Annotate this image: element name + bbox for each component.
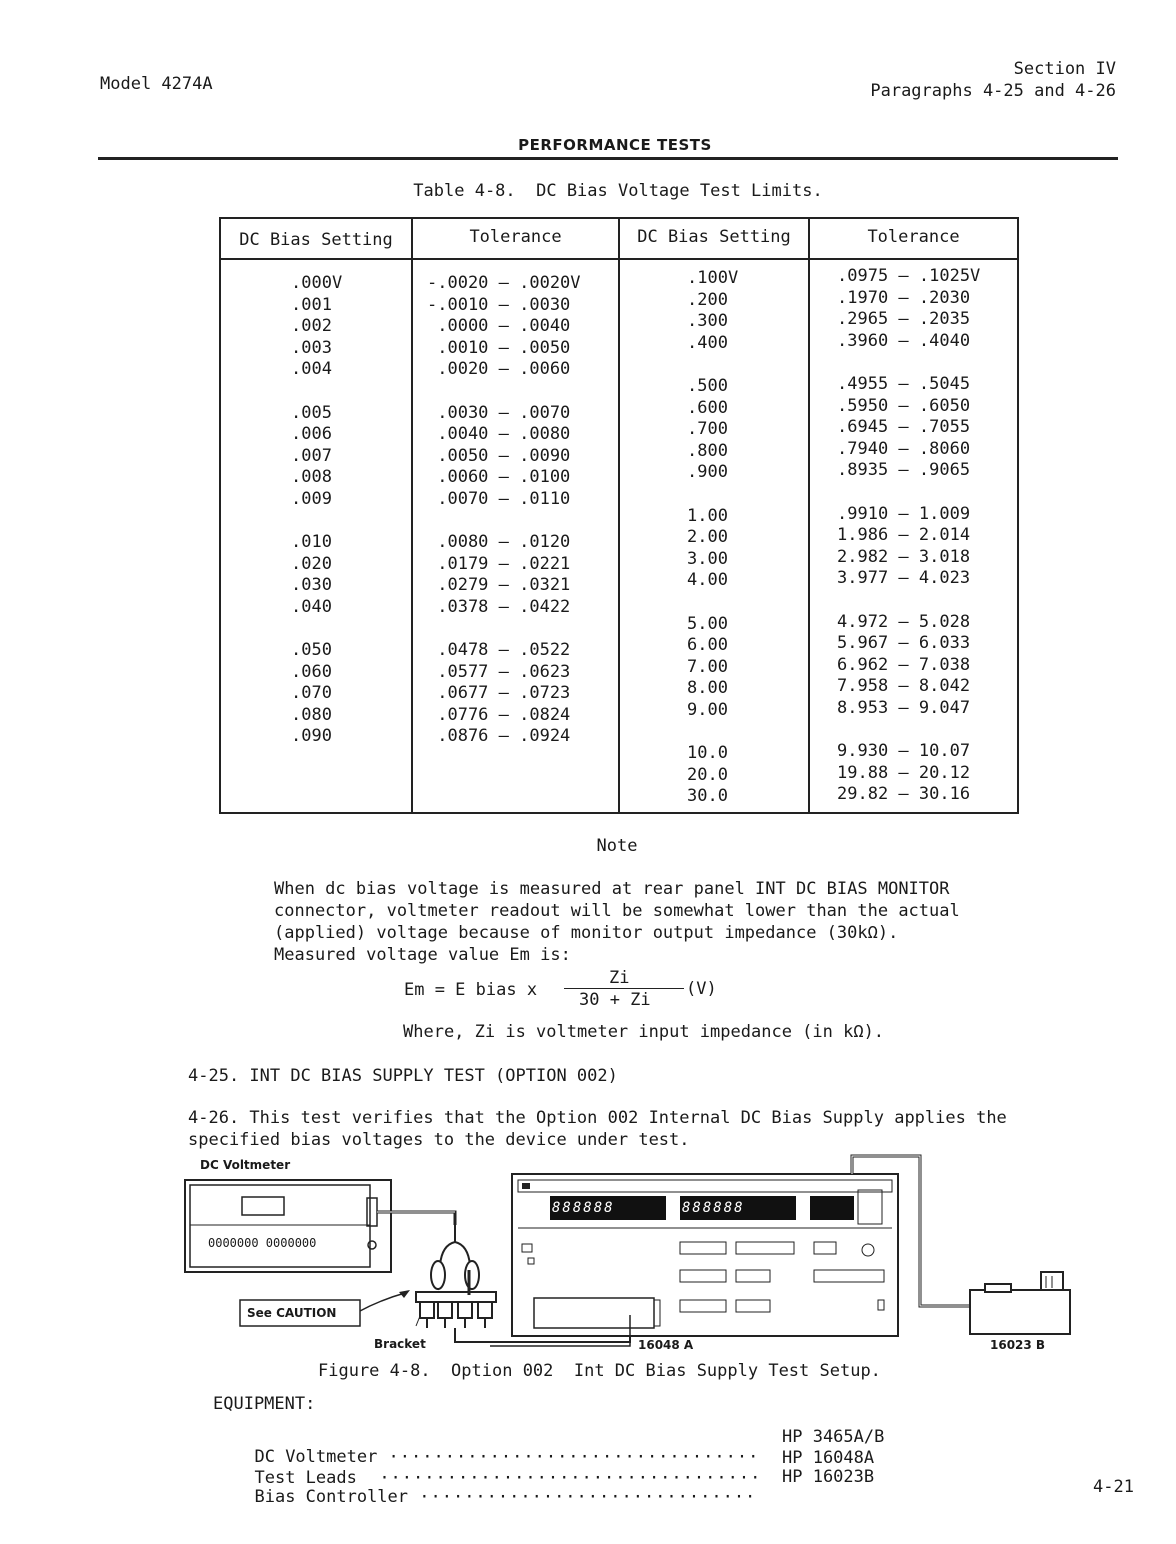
lcr-meter-icon (512, 1174, 898, 1336)
note-label: Note (596, 836, 638, 856)
bias-controller-label: 16023 B (990, 1338, 1046, 1352)
equipment-name: DC Voltmeter (254, 1447, 378, 1467)
figure-caption: Figure 4-8. Option 002 Int DC Bias Supply Test Setup. (318, 1361, 881, 1381)
table-divider (808, 219, 810, 812)
table-header-rule (221, 258, 1017, 260)
equipment-name: Bias Controller (254, 1487, 409, 1507)
formula-denominator: 30 + Zi (579, 990, 651, 1010)
section-label: Section IV (1013, 59, 1116, 79)
equipment-item: Bias Controller ······························ HP 16023B (254, 1467, 875, 1507)
page-title: PERFORMANCE TESTS (518, 136, 712, 154)
table-divider (618, 219, 620, 812)
voltmeter-display: 0000000 0000000 (208, 1236, 317, 1250)
paragraph-4-26: 4-26. This test verifies that the Option 002 Internal DC Bias Supply applies the specified bias voltages to the device under test. (188, 1108, 1007, 1150)
left-settings-column: .000V .001 .002 .003 .004 .005 .006 .007 .008 .009 .010 .020 .030 .040 .050 .060 .070 .080 .090 (291, 273, 343, 747)
voltmeter-icon (185, 1180, 391, 1272)
header-dc-bias-setting-left: DC Bias Setting (239, 230, 393, 250)
page-number: 4-21 (1093, 1477, 1134, 1497)
bracket-label: Bracket (374, 1337, 426, 1351)
test-leads-label: 16048 A (638, 1338, 694, 1352)
test-setup-figure (180, 1150, 1080, 1360)
equipment-model: HP 16023B (782, 1467, 875, 1487)
bias-controller-icon (970, 1272, 1070, 1334)
formula-unit: (V) (686, 979, 717, 999)
caution-label: See CAUTION (247, 1306, 337, 1320)
note-text: When dc bias voltage is measured at rear panel INT DC BIAS MONITOR connector, voltmeter readout will be somewhat lower than the actual (applied) voltage because of monitor output impedance (30kΩ). Measured voltage value Em is: (274, 879, 960, 965)
paragraphs-label: Paragraphs 4-25 and 4-26 (870, 81, 1116, 101)
header-dc-bias-setting-right: DC Bias Setting (637, 227, 791, 247)
table-divider (411, 219, 413, 812)
equipment-item: DC Voltmeter ································· HP 3465A/B (254, 1427, 885, 1467)
section-header (870, 58, 1116, 102)
display-a: 888888 (552, 1200, 615, 1216)
formula-fraction-bar (564, 988, 684, 989)
right-tolerances-column: .0975 — .1025V .1970 — .2030 .2965 — .2035 .3960 — .4040 .4955 — .5045 .5950 — .6050 .6945 — .7055 .7940 — .8060 .8935 — .9065 .9910 — 1.009 1.986 — 2.014 2.982 — 3.018 3.977 — 4.023 4.972 — 5.028 5.967 — 6.033 6.962 — 7.038 7.958 — 8.042 8.953 — 9.047 9.930 — 10.07 19.88 — 20.12 29.82 — 30.16 (837, 266, 981, 805)
header-tolerance-left: Tolerance (469, 227, 562, 247)
equipment-model: HP 3465A/B (782, 1427, 885, 1447)
where-text: Where, Zi is voltmeter input impedance (in kΩ). (403, 1022, 885, 1042)
equipment-model: HP 16048A (782, 1448, 875, 1468)
table-caption: Table 4-8. DC Bias Voltage Test Limits. (413, 181, 823, 201)
equipment-name: Test Leads (254, 1468, 357, 1488)
equipment-title: EQUIPMENT: (213, 1394, 316, 1414)
formula-numerator: Zi (609, 968, 630, 988)
formula-lhs: Em = E bias x (404, 980, 538, 1000)
paragraph-4-25: 4-25. INT DC BIAS SUPPLY TEST (OPTION 002) (188, 1066, 618, 1086)
setup-diagram (180, 1150, 1080, 1360)
dc-bias-limits-table (219, 217, 1019, 814)
right-settings-column: .100V .200 .300 .400 .500 .600 .700 .800 .900 1.00 2.00 3.00 4.00 5.00 6.00 7.00 8.00 9.00 10.0 20.0 30.0 (687, 268, 739, 807)
display-b: 888888 (682, 1200, 745, 1216)
left-tolerances-column: -.0020 — .0020V -.0010 — .0030 .0000 — .0040 .0010 — .0050 .0020 — .0060 .0030 — .0070 .0040 — .0080 .0050 — .0090 .0060 — .0100 .0070 — .0110 .0080 — .0120 .0179 — .0221 .0279 — .0321 .0378 — .0422 .0478 — .0522 .0577 — .0623 .0677 — .0723 .0776 — .0824 .0876 — .0924 (427, 273, 581, 747)
model-number: Model 4274A (100, 74, 213, 94)
header-tolerance-right: Tolerance (867, 227, 960, 247)
title-rule (98, 157, 1118, 160)
voltmeter-label: DC Voltmeter (200, 1158, 291, 1172)
equipment-item: Test Leads ·································· HP 16048A (254, 1448, 875, 1488)
